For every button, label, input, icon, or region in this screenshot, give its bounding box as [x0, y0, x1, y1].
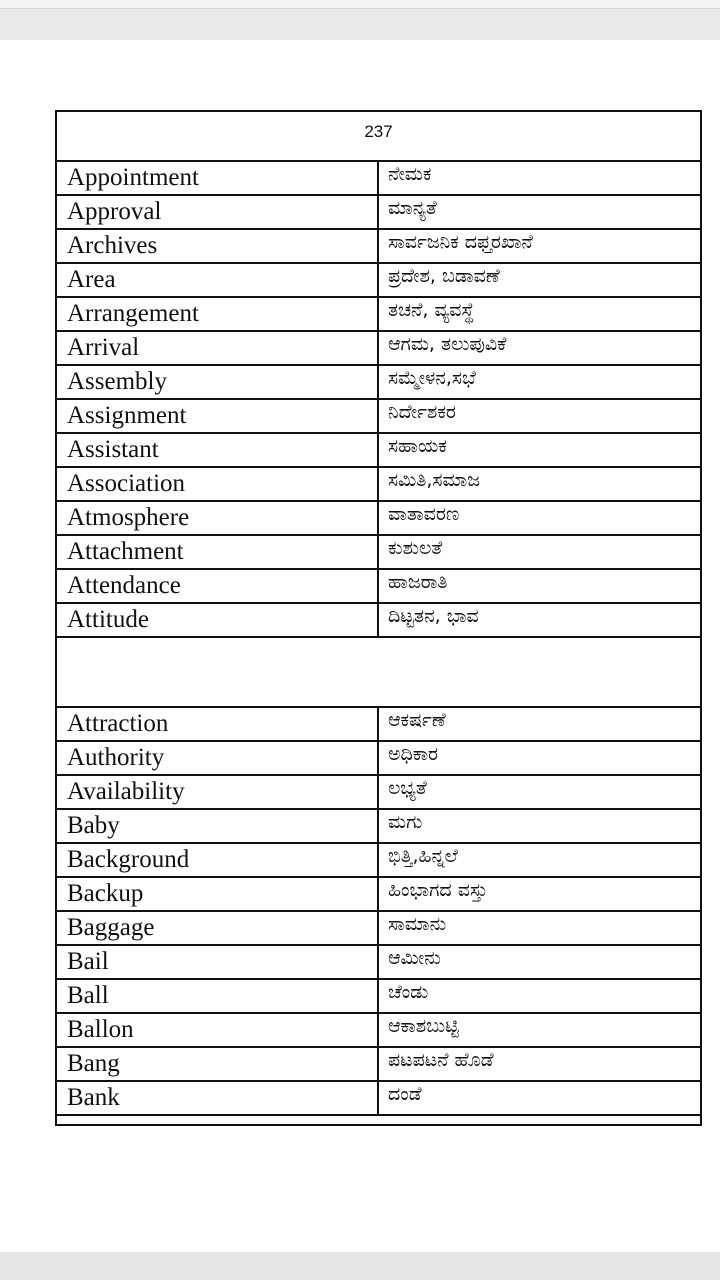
glossary-row — [56, 877, 701, 911]
page-number: 237 — [56, 111, 701, 161]
kannada-translation: ಆಕರ್ಷಣೆ — [378, 707, 701, 741]
page-number-row — [56, 111, 701, 161]
kannada-translation: ಪ್ರದೇಶ, ಬಡಾವಣೆ — [378, 263, 701, 297]
kannada-translation: ಸಾರ್ವಜನಿಕ ದಫ್ತರಖಾನೆ — [378, 229, 701, 263]
kannada-translation: ಮಾನ್ಯತೆ — [378, 195, 701, 229]
english-term: Assembly — [56, 365, 378, 399]
english-term: Ballon — [56, 1013, 378, 1047]
glossary-row — [56, 603, 701, 637]
kannada-translation: ತಚನೆ, ವ್ಯವಸ್ಥೆ — [378, 297, 701, 331]
glossary-row — [56, 741, 701, 775]
english-term: Authority — [56, 741, 378, 775]
document-page — [0, 40, 720, 1252]
english-term: Appointment — [56, 161, 378, 195]
glossary-row — [56, 911, 701, 945]
glossary-row — [56, 979, 701, 1013]
viewer-bottom-bar — [0, 1252, 720, 1280]
kannada-translation: ಹಾಜರಾತಿ — [378, 569, 701, 603]
english-term: Bang — [56, 1047, 378, 1081]
english-term: Association — [56, 467, 378, 501]
glossary-row — [56, 1013, 701, 1047]
kannada-translation: ಕುಶುಲತೆ — [378, 535, 701, 569]
english-term: Assignment — [56, 399, 378, 433]
glossary-row — [56, 433, 701, 467]
kannada-translation: ಸಹಾಯಕ — [378, 433, 701, 467]
english-term: Atmosphere — [56, 501, 378, 535]
table-tail — [56, 1115, 701, 1125]
section-spacer-row — [56, 637, 701, 707]
kannada-translation: ಆಕಾಶಬುಟ್ಟಿ — [378, 1013, 701, 1047]
glossary-row — [56, 775, 701, 809]
kannada-translation: ಪಟಪಟನೆ ಹೊಡೆ — [378, 1047, 701, 1081]
glossary-row — [56, 843, 701, 877]
english-term: Area — [56, 263, 378, 297]
glossary-row — [56, 229, 701, 263]
english-term: Backup — [56, 877, 378, 911]
kannada-translation: ಸಮ್ಮೇಳನ,ಸಭೆ — [378, 365, 701, 399]
english-term: Attendance — [56, 569, 378, 603]
kannada-translation: ಹಿಂಭಾಗದ ವಸ್ತು — [378, 877, 701, 911]
table-tail-row — [56, 1115, 701, 1125]
kannada-translation: ಅಧಿಕಾರ — [378, 741, 701, 775]
glossary-row — [56, 331, 701, 365]
english-term: Archives — [56, 229, 378, 263]
english-term: Approval — [56, 195, 378, 229]
glossary-row — [56, 467, 701, 501]
kannada-translation: ಸಾಮಾನು — [378, 911, 701, 945]
english-term: Assistant — [56, 433, 378, 467]
glossary-row — [56, 809, 701, 843]
english-term: Bank — [56, 1081, 378, 1115]
kannada-translation: ಸಮಿತಿ,ಸಮಾಜ — [378, 467, 701, 501]
english-term: Background — [56, 843, 378, 877]
english-term: Ball — [56, 979, 378, 1013]
kannada-translation: ಮಗು — [378, 809, 701, 843]
kannada-translation: ನಿರ್ದೇಶಕರ — [378, 399, 701, 433]
english-term: Bail — [56, 945, 378, 979]
section-spacer — [56, 637, 701, 707]
viewer-top-bar — [0, 0, 720, 9]
kannada-translation: ಆಮೀನು — [378, 945, 701, 979]
glossary-row — [56, 399, 701, 433]
english-term: Baby — [56, 809, 378, 843]
kannada-translation: ದಂಡೆ — [378, 1081, 701, 1115]
glossary-row — [56, 1081, 701, 1115]
english-term: Attraction — [56, 707, 378, 741]
kannada-translation: ಆಗಮ, ತಲುಪುವಿಕೆ — [378, 331, 701, 365]
kannada-translation: ಲಭ್ಯತೆ — [378, 775, 701, 809]
kannada-translation: ಚೆಂಡು — [378, 979, 701, 1013]
glossary-row — [56, 263, 701, 297]
glossary-row — [56, 501, 701, 535]
kannada-translation: ಭಿತ್ತಿ,ಹಿನ್ನಲೆ — [378, 843, 701, 877]
english-term: Attitude — [56, 603, 378, 637]
english-term: Arrival — [56, 331, 378, 365]
glossary-row — [56, 161, 701, 195]
glossary-row — [56, 535, 701, 569]
glossary-table — [55, 110, 702, 1126]
english-term: Arrangement — [56, 297, 378, 331]
kannada-translation: ದಿಟ್ಟತನ, ಭಾವ — [378, 603, 701, 637]
glossary-row — [56, 195, 701, 229]
glossary-row — [56, 1047, 701, 1081]
english-term: Availability — [56, 775, 378, 809]
english-term: Attachment — [56, 535, 378, 569]
glossary-row — [56, 569, 701, 603]
glossary-row — [56, 707, 701, 741]
kannada-translation: ನೇಮಕ — [378, 161, 701, 195]
glossary-row — [56, 297, 701, 331]
english-term: Baggage — [56, 911, 378, 945]
kannada-translation: ವಾತಾವರಣ — [378, 501, 701, 535]
glossary-row — [56, 945, 701, 979]
glossary-row — [56, 365, 701, 399]
